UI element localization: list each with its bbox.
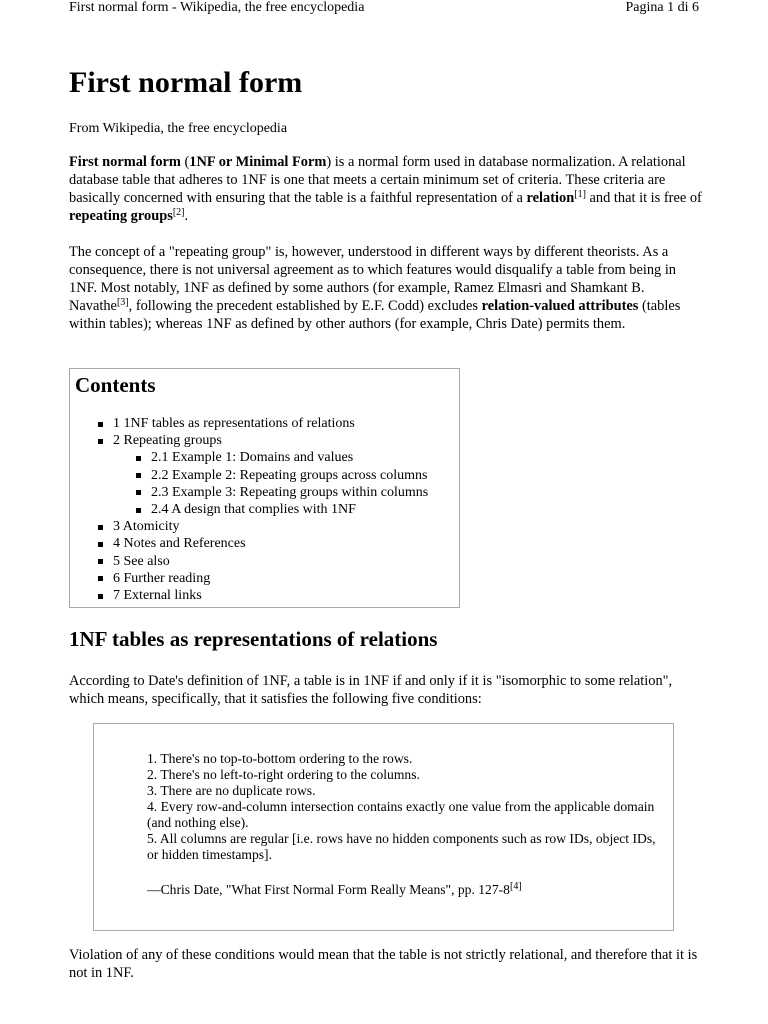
concept-text-1: The concept of a "repeating group" is, however, understood in different ways by different theorists. As a consequence, there is not universal agreement as to which features would disqualify a table from being in 1NF. Most notably, 1NF as defined by some authors (for example, Ramez Elmasri and Shamkant B. Navathe <box>69 244 677 314</box>
toc-link[interactable]: 5 See also <box>113 553 170 569</box>
table-of-contents <box>69 368 460 608</box>
toc-item <box>98 587 428 604</box>
toc-item <box>136 501 428 518</box>
footnote-ref-3[interactable]: [3] <box>116 297 129 308</box>
condition-item: 3. There are no duplicate rows. <box>147 783 316 798</box>
toc-list <box>98 415 428 604</box>
relation-valued-attributes-link[interactable]: relation-valued attributes <box>481 298 639 314</box>
relation-link[interactable]: relation <box>526 190 575 206</box>
toc-item <box>98 535 428 552</box>
footnote-ref-4[interactable]: [4] <box>509 881 522 892</box>
intro-paragraph <box>69 153 705 225</box>
toc-link[interactable]: 1 1NF tables as representations of relations <box>113 416 355 431</box>
concept-text-3: (tables within tables); whereas 1NF as defined by other authors (for example, Chris Date) permits them. <box>69 298 681 332</box>
toc-heading: Contents <box>75 373 156 397</box>
section-intro: According to Date's definition of 1NF, a table is in 1NF if and only if it is "isomorphic to some relation", which means, specifically, that it satisfies the following five conditions: <box>69 673 673 707</box>
page-number: Pagina 1 di 6 <box>625 0 699 15</box>
print-header <box>69 0 699 20</box>
attribution-text: —Chris Date, "What First Normal Form Really Means", pp. 127-8 <box>147 882 510 897</box>
footnote-ref-2[interactable]: [2] <box>172 207 185 218</box>
toc-link[interactable]: 6 Further reading <box>113 570 211 586</box>
toc-link[interactable]: 7 External links <box>113 588 202 604</box>
condition-item: 1. There's no top-to-bottom ordering to the rows. <box>147 751 413 766</box>
section-outro: Violation of any of these conditions would mean that the table is not strictly relational, and therefore that it is not in 1NF. <box>69 947 698 981</box>
intro-alias: 1NF or Minimal Form <box>189 154 327 170</box>
toc-link[interactable]: 2 Repeating groups <box>113 433 222 449</box>
toc-link[interactable]: 2.1 Example 1: Domains and values <box>151 450 354 466</box>
section-heading: 1NF tables as representations of relations <box>69 627 438 651</box>
quote-attribution <box>147 882 522 898</box>
toc-item <box>98 570 428 587</box>
conditions-list <box>147 751 667 863</box>
toc-link[interactable]: 3 Atomicity <box>113 519 180 535</box>
intro-term: First normal form <box>69 154 181 170</box>
toc-item <box>98 415 428 432</box>
toc-item <box>98 518 428 535</box>
page-subtitle: From Wikipedia, the free encyclopedia <box>69 121 288 136</box>
intro-text-1: ) is a normal form used in database normalization. A relational database table that adheres to 1NF is one that meets a certain minimum set of criteria. These criteria are basically concerned with ensuring that the table is a faithful representation of a <box>69 154 686 206</box>
intro-open-paren: ( <box>180 154 190 170</box>
toc-item <box>98 553 428 570</box>
intro-text-2: and that it is free of <box>585 190 702 206</box>
toc-item <box>136 484 428 501</box>
repeating-groups-link[interactable]: repeating groups <box>69 208 173 224</box>
toc-link[interactable]: 2.4 A design that complies with 1NF <box>151 502 356 518</box>
toc-item <box>136 467 428 484</box>
condition-item: 5. All columns are regular [i.e. rows have no hidden components such as row IDs, object IDs, or hidden timestamps]. <box>147 831 656 862</box>
toc-item <box>98 432 428 449</box>
toc-link[interactable]: 4 Notes and References <box>113 536 246 552</box>
toc-link[interactable]: 2.3 Example 3: Repeating groups within columns <box>151 484 429 500</box>
quote-box <box>93 723 674 931</box>
footnote-ref-1[interactable]: [1] <box>574 189 586 200</box>
toc-link[interactable]: 2.2 Example 2: Repeating groups across columns <box>151 467 428 483</box>
page-title: First normal form <box>69 66 303 99</box>
condition-item: 4. Every row-and-column intersection contains exactly one value from the applicable domain (and nothing else). <box>147 799 655 830</box>
intro-end: . <box>184 208 189 224</box>
concept-paragraph <box>69 243 705 333</box>
print-header-title: First normal form - Wikipedia, the free encyclopedia <box>69 0 365 15</box>
condition-item: 2. There's no left-to-right ordering to the columns. <box>147 767 420 782</box>
concept-text-2: , following the precedent established by E.F. Codd) excludes <box>128 298 482 314</box>
toc-item <box>136 449 428 466</box>
